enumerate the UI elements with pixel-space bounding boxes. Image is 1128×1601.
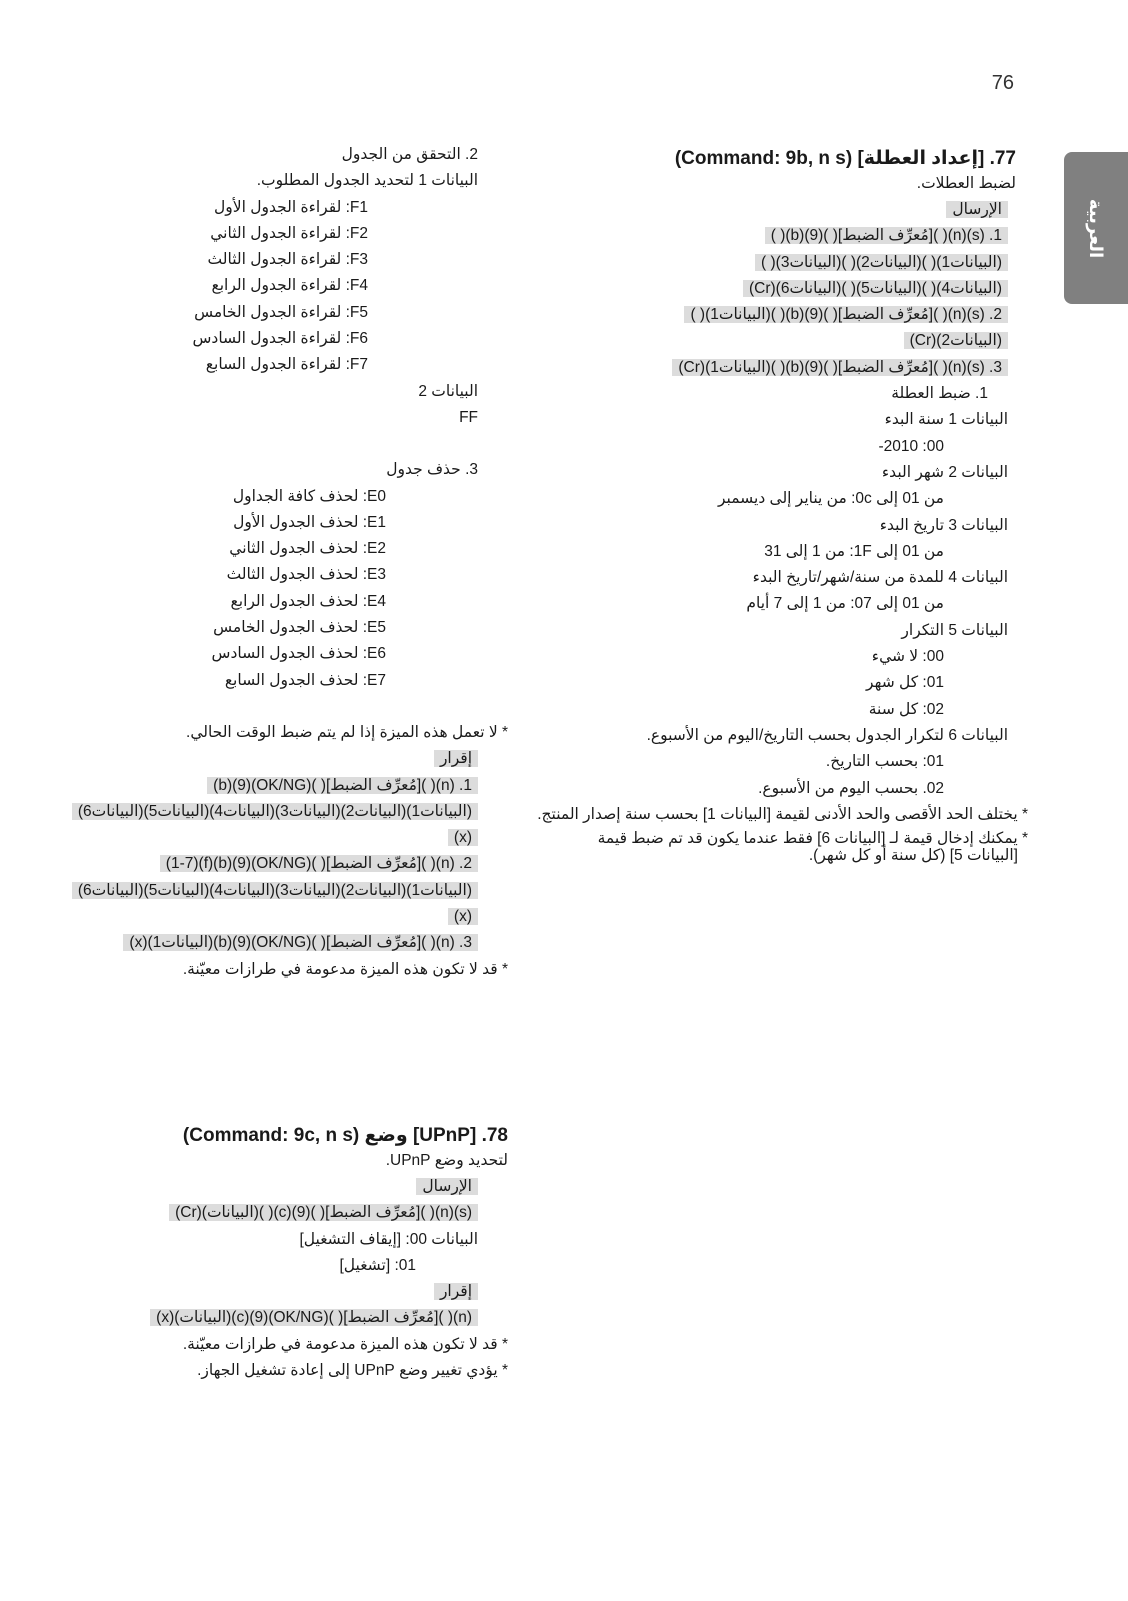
send-command-1a: 1. (s)(n)( )[مُعرِّف الضبط]( )(9)(b)( ) bbox=[765, 227, 1008, 244]
delete-item-e3: E3: لحذف الجدول الثالث bbox=[226, 566, 386, 584]
delete-item-e6: E6: لحذف الجدول السادس bbox=[211, 645, 386, 663]
note-data1-range: * يختلف الحد الأقصى والحد الأدنى لقيمة [البيانات 1] بحسب سنة إصدار المنتج. bbox=[537, 805, 1028, 823]
send-command-2b: (البيانات2)(Cr) bbox=[904, 332, 1008, 349]
delete-item-e2: E2: لحذف الجدول الثاني bbox=[229, 540, 386, 558]
send-command-2a: 2. (s)(n)( )[مُعرِّف الضبط]( )(9)(b)( )(البيانات1)( ) bbox=[684, 306, 1008, 323]
note-models-77: * قد لا تكون هذه الميزة مدعومة في طرازات معيّنة. bbox=[182, 960, 508, 978]
language-side-tab bbox=[1064, 152, 1128, 304]
ack-command-2b: (البيانات1)(البيانات2)(البيانات3)(البيانات4)(البيانات5)(البيانات6) bbox=[72, 882, 478, 899]
data3-range: من 01 إلى 1F: من 1 إلى 31 bbox=[764, 542, 944, 560]
check-item-f4: F4: لقراءة الجدول الرابع bbox=[211, 277, 368, 295]
note-upnp-restart: * يؤدي تغيير وضع UPnP إلى إعادة تشغيل الجهاز. bbox=[197, 1362, 508, 1380]
check-item-f6: F6: لقراءة الجدول السادس bbox=[192, 330, 368, 348]
data4-range: من 01 إلى 07: من 1 إلى 7 أيام bbox=[746, 595, 944, 613]
upnp-ack-command: (n)( )[مُعرِّف الضبط]( )(OK/NG)(9)(c)(البيانات)(x) bbox=[150, 1309, 478, 1326]
side-tab-label: العربية bbox=[1086, 198, 1107, 258]
delete-item-e7: E7: لحذف الجدول السابع bbox=[224, 671, 386, 689]
delete-heading: 3. حذف جدول bbox=[386, 461, 478, 479]
send-command-1c: (البيانات4)( )(البيانات5)( )(البيانات6)(Cr) bbox=[743, 280, 1008, 297]
upnp-send-command: (s)(n)( )[مُعرِّف الضبط]( )(9)(c)( )(البيانات)(Cr) bbox=[169, 1204, 478, 1221]
send-label: الإرسال bbox=[946, 201, 1008, 218]
note-data6-b: [البيانات 5] (كل سنة أو كل شهر). bbox=[808, 847, 1018, 865]
ack-command-2a: 2. (n)( )[مُعرِّف الضبط]( )(OK/NG)(9)(b)(f)(1-7) bbox=[160, 855, 478, 872]
data4-label: البيانات 4 للمدة من سنة/شهر/تاريخ البدء bbox=[752, 569, 1008, 587]
data1-range: 00: 2010- bbox=[878, 437, 944, 455]
schedule-column bbox=[48, 142, 508, 983]
ack-command-1c: (x) bbox=[448, 829, 478, 846]
data6-option-02: 02. بحسب اليوم من الأسبوع. bbox=[758, 779, 944, 797]
section-77 bbox=[536, 145, 1028, 865]
upnp-ack-label: إقرار bbox=[434, 1283, 478, 1300]
ack-command-1b: (البيانات1)(البيانات2)(البيانات3)(البيانات4)(البيانات5)(البيانات6) bbox=[72, 803, 478, 820]
section-78-title: 78. [UPnP] وضع (Command: 9c, n s) bbox=[182, 1125, 508, 1146]
upnp-data-00: البيانات 00: [إيقاف التشغيل] bbox=[299, 1230, 478, 1248]
check-data1-label: البيانات 1 لتحديد الجدول المطلوب. bbox=[256, 172, 478, 190]
check-data2-value: FF bbox=[459, 408, 478, 426]
data6-option-01: 01: بحسب التاريخ. bbox=[825, 753, 944, 771]
data5-label: البيانات 5 التكرار bbox=[901, 621, 1008, 639]
delete-item-e4: E4: لحذف الجدول الرابع bbox=[230, 592, 386, 610]
data2-label: البيانات 2 شهر البدء bbox=[881, 463, 1008, 481]
note-data6-a: * يمكنك إدخال قيمة لـ [البيانات 6] فقط عندما يكون قد تم ضبط قيمة bbox=[597, 830, 1028, 848]
ack-command-2c: (x) bbox=[448, 908, 478, 925]
send-command-3: 3. (s)(n)( )[مُعرِّف الضبط]( )(9)(b)( )(البيانات1)(Cr) bbox=[672, 359, 1008, 376]
send-command-1b: (البيانات1)( )(البيانات2)( )(البيانات3)( ) bbox=[755, 254, 1008, 271]
section-78-subtitle: لتحديد وضع UPnP. bbox=[385, 1152, 508, 1169]
section-77-subtitle: لضبط العطلات. bbox=[916, 175, 1016, 192]
data5-option-01: 01: كل شهر bbox=[866, 674, 944, 692]
data1-label: البيانات 1 سنة البدء bbox=[884, 411, 1008, 429]
check-heading: 2. التحقق من الجدول bbox=[341, 146, 478, 163]
set-holiday-heading: 1. ضبط العطلة bbox=[891, 385, 988, 403]
ack-command-1a: 1. (n)( )[مُعرِّف الضبط]( )(OK/NG)(9)(b) bbox=[207, 777, 478, 794]
data3-label: البيانات 3 تاريخ البدء bbox=[879, 516, 1008, 534]
section-77-title: 77. [إعداد العطلة] (Command: 9b, n s) bbox=[674, 148, 1016, 169]
check-item-f7: F7: لقراءة الجدول السابع bbox=[205, 356, 368, 374]
data2-range: من 01 إلى 0c: من يناير إلى ديسمبر bbox=[717, 490, 944, 508]
ack-command-3: 3. (n)( )[مُعرِّف الضبط]( )(OK/NG)(9)(b)(البيانات1)(x) bbox=[123, 934, 478, 951]
delete-item-e0: E0: لحذف كافة الجداول bbox=[232, 487, 386, 505]
section-78 bbox=[28, 1122, 508, 1384]
data5-option-00: 00: لا شيء bbox=[871, 648, 944, 666]
check-item-f3: F3: لقراءة الجدول الثالث bbox=[207, 251, 368, 269]
page-number: 76 bbox=[991, 72, 1014, 94]
note-models-78: * قد لا تكون هذه الميزة مدعومة في طرازات معيّنة. bbox=[182, 1335, 508, 1353]
delete-item-e5: E5: لحذف الجدول الخامس bbox=[213, 619, 386, 637]
check-item-f5: F5: لقراءة الجدول الخامس bbox=[194, 303, 368, 321]
upnp-data-01: 01: [تشغيل] bbox=[339, 1256, 416, 1274]
upnp-send-label: الإرسال bbox=[416, 1178, 478, 1195]
note-current-time: * لا تعمل هذه الميزة إذا لم يتم ضبط الوقت الحالي. bbox=[186, 723, 508, 741]
data6-label: البيانات 6 لتكرار الجدول بحسب التاريخ/اليوم من الأسبوع. bbox=[646, 726, 1008, 744]
check-data2-label: البيانات 2 bbox=[418, 382, 478, 400]
ack-label: إقرار bbox=[434, 750, 478, 767]
data5-option-02: 02: كل سنة bbox=[868, 700, 944, 718]
check-item-f2: F2: لقراءة الجدول الثاني bbox=[210, 224, 368, 242]
check-item-f1: F1: لقراءة الجدول الأول bbox=[214, 198, 368, 216]
delete-item-e1: E1: لحذف الجدول الأول bbox=[233, 513, 386, 531]
